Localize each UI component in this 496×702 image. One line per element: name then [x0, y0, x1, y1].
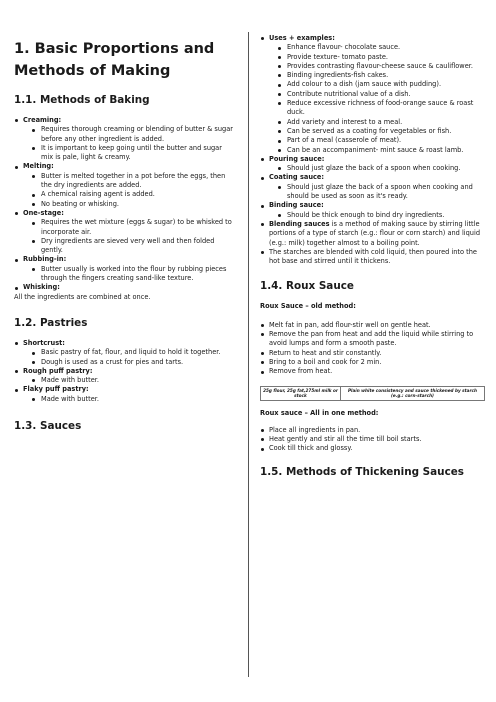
left-column [14, 0, 236, 433]
coating-points [269, 183, 486, 202]
list-item: Dough is used as a crust for pies and tarts. [23, 358, 236, 367]
baking-heading: 1.1. Methods of Baking [14, 94, 150, 106]
pastry-label: Flaky puff pastry: [23, 385, 89, 394]
list-item: Can be an accompaniment- mint sauce & roast lamb. [269, 146, 486, 155]
section-title: 1. Basic Proportions and Methods of Making [14, 41, 215, 79]
method-points [23, 172, 236, 209]
list-item: A chemical raising agent is added. [23, 190, 236, 199]
list-item: Made with butter. [23, 395, 236, 404]
pouring-points [269, 164, 486, 173]
list-item: Binding ingredients-fish cakes. [269, 71, 486, 80]
list-item: Dry ingredients are sieved very well and then folded gently. [23, 237, 236, 256]
list-item: Should just glaze the back of a spoon when cooking. [269, 164, 486, 173]
method-points [23, 265, 236, 284]
list-item: Reduce excessive richness of food-orange sauce & roast duck. [269, 99, 486, 118]
list-item: Should just glaze the back of a spoon when cooking and should be used as soon as it's ready. [269, 183, 486, 202]
blending-item [260, 220, 486, 248]
right-column [260, 34, 486, 479]
method-points [23, 125, 236, 162]
list-item: Contribute nutritional value of a dish. [269, 90, 486, 99]
list-item: Basic pastry of fat, flour, and liquid to hold it together. [23, 348, 236, 357]
blending-term: Blending sauces [269, 219, 330, 228]
method-label: Creaming: [23, 116, 62, 124]
method-melting [14, 162, 236, 208]
pastry-points [23, 395, 236, 404]
old-method-steps [260, 321, 486, 377]
uses-group [260, 34, 486, 155]
method-label: Whisking: [23, 283, 60, 292]
pouring-label: Pouring sauce: [269, 154, 325, 163]
method-points [23, 218, 236, 255]
list-item: Provides contrasting flavour-cheese sauce & cauliflower. [269, 62, 486, 71]
list-item: Requires thorough creaming or blending of butter & sugar before any other ingredient is added. [23, 125, 236, 144]
old-method-label: Roux Sauce – old method: [260, 302, 356, 311]
list-item: Add variety and interest to a meal. [269, 118, 486, 127]
baking-methods-list [14, 116, 236, 293]
all-in-one-steps [260, 426, 486, 454]
pastry-rough-puff [14, 367, 236, 386]
list-item: Remove the pan from heat and add the liquid while stirring to avoid lumps and form a smooth paste. [260, 330, 486, 349]
list-item: No beating or whisking. [23, 200, 236, 209]
list-item: Made with butter. [23, 376, 236, 385]
pastry-shortcrust [14, 339, 236, 367]
list-item: Butter usually is worked into the flour by rubbing pieces through the fingers creating sand-like texture. [23, 265, 236, 284]
whisking-text: All the ingredients are combined at once. [14, 292, 151, 301]
pouring-group [260, 155, 486, 174]
table-cell: 25g flour, 25g fat,275ml milk or stock [261, 386, 341, 400]
method-whisking [14, 283, 236, 292]
list-item: Cook till thick and glossy. [260, 444, 486, 453]
list-item: Return to heat and stir constantly. [260, 349, 486, 358]
roux-heading: 1.4. Roux Sauce [260, 280, 354, 293]
method-creaming [14, 116, 236, 162]
thickening-heading: 1.5. Methods of Thickening Sauces [260, 465, 464, 478]
list-item: Add colour to a dish (jam sauce with pudding). [269, 80, 486, 89]
list-item: Provide texture- tomato paste. [269, 53, 486, 62]
list-item: The starches are blended with cold liquid, then poured into the hot base and stirred until it thickens. [260, 248, 486, 267]
list-item: Can be served as a coating for vegetables or fish. [269, 127, 486, 136]
pastry-points [23, 376, 236, 385]
sauce-uses-list [260, 34, 486, 266]
pastry-points [23, 348, 236, 367]
method-label: Rubbing-in: [23, 255, 67, 264]
method-rubbing-in [14, 255, 236, 283]
binding-label: Binding sauce: [269, 201, 324, 210]
method-one-stage [14, 209, 236, 255]
list-item: Place all ingredients in pan. [260, 426, 486, 435]
binding-group [260, 201, 486, 220]
table-cell: Plain white consistency and sauce thickened by starch (e.g.: corn-starch) [341, 386, 485, 400]
uses-points [269, 43, 486, 155]
coating-label: Coating sauce: [269, 173, 325, 182]
list-item: Melt fat in pan, add flour-stir well on gentle heat. [260, 321, 486, 330]
blending-text: is a method of making sauce by stirring little portions of a type of starch (e.g.: flour or corn starch) and liquid (e.g.: milk) together almost to a boiling point. [269, 219, 480, 247]
method-label: Melting: [23, 162, 54, 171]
pastries-list [14, 339, 236, 404]
list-item: Butter is melted together in a pot before the eggs, then the dry ingredients are added. [23, 172, 236, 191]
all-in-one-label: Roux sauce – All in one method: [260, 408, 379, 417]
list-item: Heat gently and stir all the time till boil starts. [260, 435, 486, 444]
list-item: Requires the wet mixture (eggs & sugar) to be whisked to incorporate air. [23, 218, 236, 237]
table-row [261, 386, 485, 400]
list-item: Should be thick enough to bind dry ingredients. [269, 211, 486, 220]
pastry-flaky-puff [14, 385, 236, 404]
sauces-heading: 1.3. Sauces [14, 420, 82, 433]
list-item: Part of a meal (casserole of meat). [269, 136, 486, 145]
pastry-label: Rough puff pastry: [23, 366, 93, 375]
uses-label: Uses + examples: [269, 34, 335, 42]
roux-ratio-table [260, 386, 485, 401]
pastries-heading: 1.2. Pastries [14, 316, 88, 329]
method-label: One-stage: [23, 208, 64, 217]
column-divider [248, 32, 249, 677]
list-item: Remove from heat. [260, 367, 486, 376]
list-item: Enhance flavour- chocolate sauce. [269, 43, 486, 52]
list-item: Bring to a boil and cook for 2 min. [260, 358, 486, 367]
pastry-label: Shortcrust: [23, 338, 65, 347]
coating-group [260, 173, 486, 201]
binding-points [269, 211, 486, 220]
list-item: It is important to keep going until the butter and sugar mix is pale, light & creamy. [23, 144, 236, 163]
